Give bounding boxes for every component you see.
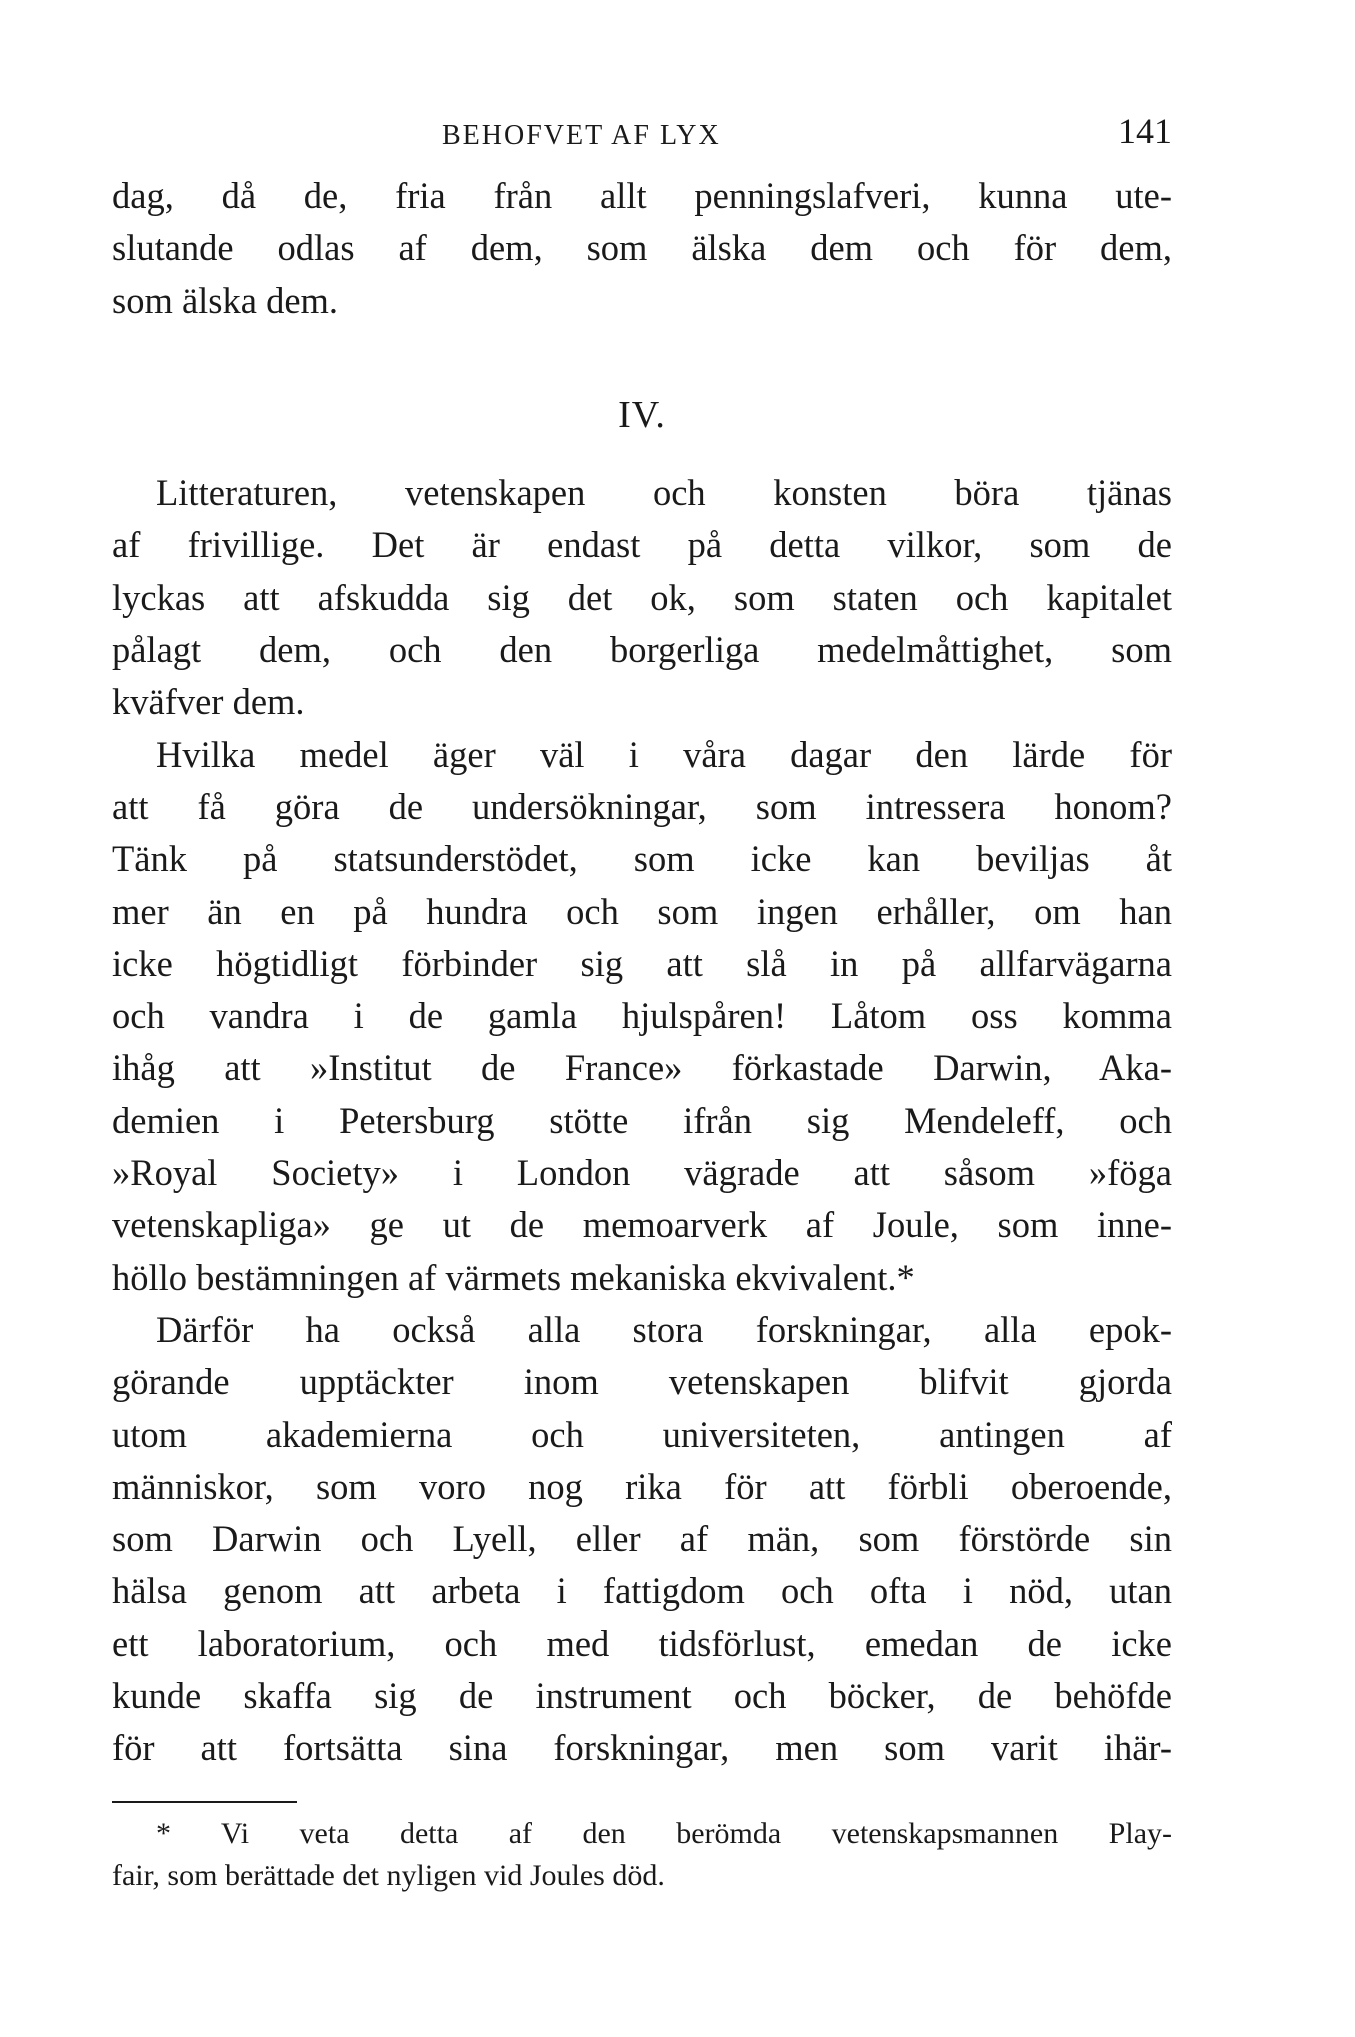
text-line: Hvilka medel äger väl i våra dagar den lärde för — [156, 733, 1172, 775]
paragraph — [112, 729, 1172, 1304]
text-line: vetenskapliga» ge ut de memoarverk af Joule, som inne- — [112, 1204, 1172, 1246]
text-line: görande upptäckter inom vetenskapen blifvit gjorda — [112, 1361, 1172, 1403]
book-page — [112, 110, 1172, 1897]
text-line: af frivillige. Det är endast på detta vilkor, som de — [112, 524, 1172, 566]
text-line: för att fortsätta sina forskningar, men som varit ihär- — [112, 1727, 1172, 1769]
text-line: människor, som voro nog rika för att förbli oberoende, — [112, 1465, 1172, 1507]
text-line: demien i Petersburg stötte ifrån sig Mendeleff, och — [112, 1099, 1172, 1141]
text-line: ett laboratorium, och med tidsförlust, emedan de icke — [112, 1622, 1172, 1664]
running-title: BEHOFVET AF LYX — [442, 120, 721, 151]
text-line: Litteraturen, vetenskapen och konsten böra tjänas — [156, 472, 1172, 514]
paragraph — [112, 467, 1172, 728]
paragraph — [112, 1304, 1172, 1775]
text-line: höllo bestämningen af värmets mekaniska ekvivalent.* — [112, 1256, 915, 1298]
running-head — [112, 110, 1172, 170]
paragraph-continued — [112, 170, 1172, 327]
text-line: att få göra de undersökningar, som intressera honom? — [112, 785, 1172, 827]
section-heading: IV. — [618, 393, 666, 436]
text-line: kunde skaffa sig de instrument och böcker, de behöfde — [112, 1675, 1172, 1717]
text-line: ihåg att »Institut de France» förkastade Darwin, Aka- — [112, 1047, 1172, 1089]
footnote — [112, 1813, 1172, 1897]
footnote-line: fair, som berättade det nyligen vid Joules död. — [112, 1858, 665, 1892]
text-line: mer än en på hundra och som ingen erhåller, om han — [112, 890, 1172, 932]
text-line: utom akademierna och universiteten, antingen af — [112, 1413, 1172, 1455]
text-line: som Darwin och Lyell, eller af män, som förstörde sin — [112, 1518, 1172, 1560]
text-line: slutande odlas af dem, som älska dem och för dem, — [112, 227, 1172, 269]
text-line: kväfver dem. — [112, 681, 305, 723]
text-line: pålagt dem, och den borgerliga medelmåttighet, som — [112, 629, 1172, 671]
text-line: Tänk på statsunderstödet, som icke kan beviljas åt — [112, 838, 1172, 880]
text-line: dag, då de, fria från allt penningslafveri, kunna ute- — [112, 175, 1172, 216]
footnote-line: * Vi veta detta af den berömda vetenskapsmannen Play- — [156, 1816, 1172, 1850]
footnote-divider — [112, 1801, 297, 1803]
body-text — [112, 170, 1172, 1775]
text-line: som älska dem. — [112, 279, 339, 321]
text-line: »Royal Society» i London vägrade att såsom »föga — [112, 1152, 1172, 1194]
text-line: lyckas att afskudda sig det ok, som staten och kapitalet — [112, 576, 1172, 618]
text-line: och vandra i de gamla hjulspåren! Låtom oss komma — [112, 995, 1172, 1037]
text-line: hälsa genom att arbeta i fattigdom och ofta i nöd, utan — [112, 1570, 1172, 1612]
text-line: Därför ha också alla stora forskningar, alla epok- — [156, 1308, 1172, 1350]
page-number: 141 — [1118, 111, 1172, 151]
text-line: icke högtidligt förbinder sig att slå in på allfarvägarna — [112, 942, 1172, 984]
